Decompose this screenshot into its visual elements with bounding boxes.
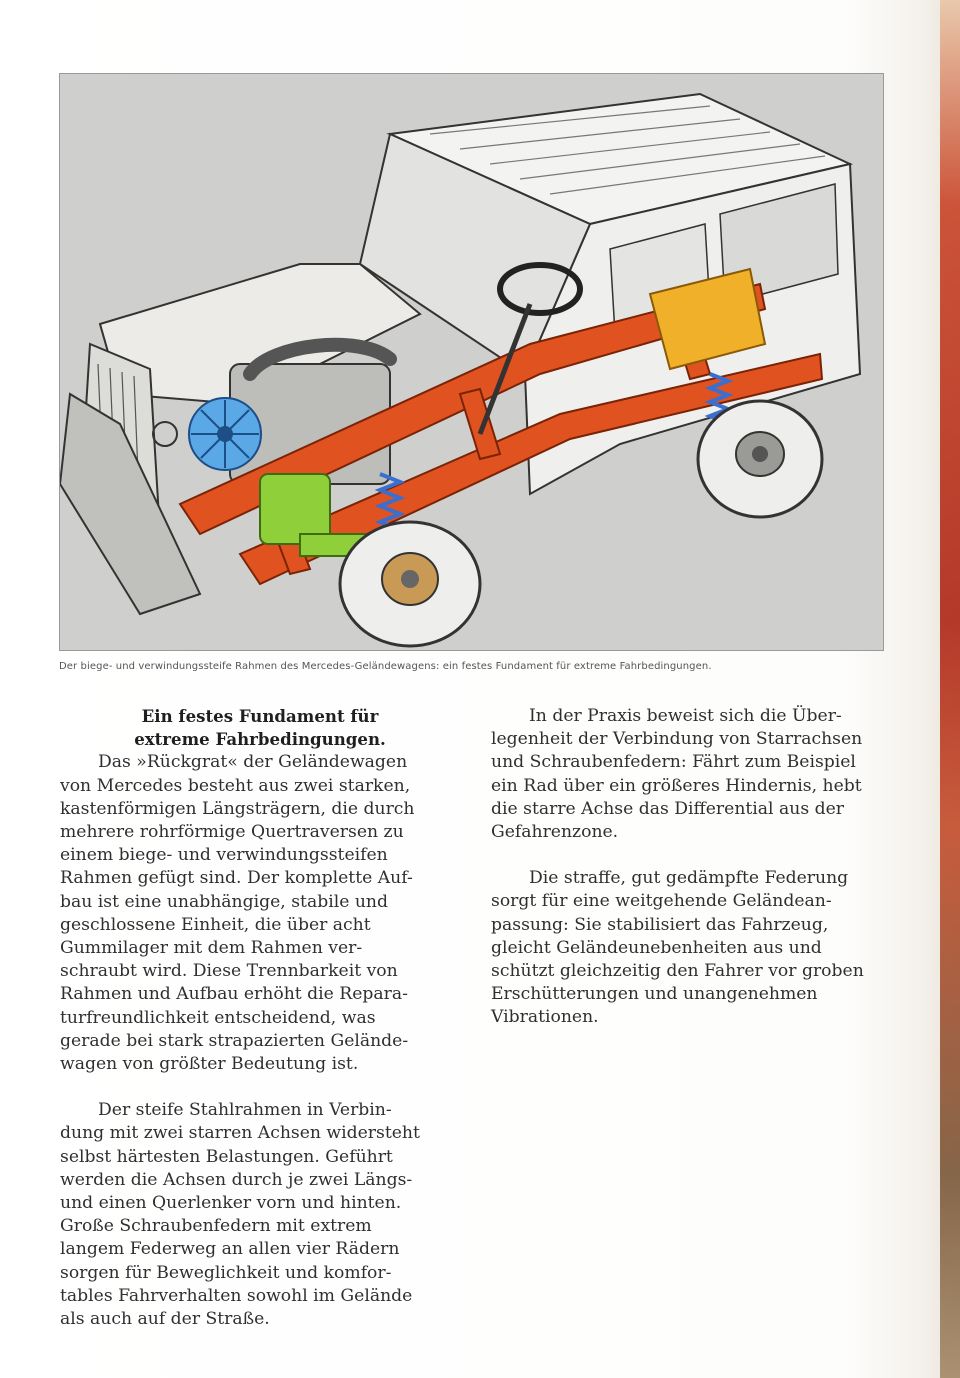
text-line: die starre Achse das Differential aus der [491, 798, 844, 819]
figure-caption: Der biege- und verwindungssteife Rahmen des Mercedes-Geländewagens: ein festes Fundament für extreme Fahrbedingungen. [59, 661, 712, 672]
paragraph-1 [60, 751, 460, 1076]
text-line: ein Rad über ein größeres Hindernis, hebt [491, 775, 862, 796]
chassis-cutaway-illustration [59, 73, 884, 651]
adjacent-page-edge [940, 0, 960, 1378]
text-line: gerade bei stark strapazierten Gelände- [60, 1030, 409, 1051]
text-line: Der steife Stahlrahmen in Verbin- [98, 1100, 392, 1121]
text-line: Rahmen und Aufbau erhöht die Repara- [60, 984, 408, 1005]
text-line: selbst härtesten Belastungen. Geführt [60, 1146, 393, 1167]
heading-line-2: extreme Fahrbedingungen. [134, 729, 386, 750]
paragraph-4 [491, 867, 891, 1029]
text-line: bau ist eine unabhängige, stabile und [60, 891, 388, 912]
text-line: sorgt für eine weitgehende Geländean- [491, 891, 832, 912]
text-line: Erschütterungen und unangenehmen [491, 984, 818, 1005]
text-line: werden die Achsen durch je zwei Längs- [60, 1169, 413, 1190]
text-line: von Mercedes besteht aus zwei starken, [60, 775, 411, 796]
text-line: und einen Querlenker vorn und hinten. [60, 1193, 402, 1214]
paragraph-3 [491, 705, 891, 844]
text-line: tables Fahrverhalten sowohl im Gelände [60, 1285, 413, 1306]
text-line: gleicht Geländeunebenheiten aus und [491, 937, 822, 958]
text-line: Die straffe, gut gedämpfte Federung [529, 868, 849, 889]
text-line: Gummilager mit dem Rahmen ver- [60, 938, 363, 959]
rear-wheel [698, 401, 822, 517]
text-line: sorgen für Beweglichkeit und komfor- [60, 1262, 392, 1283]
text-line: Das »Rückgrat« der Geländewagen [98, 752, 408, 773]
radiator-fan [189, 398, 261, 470]
article-heading [60, 705, 460, 751]
left-column [60, 705, 460, 1331]
right-column [491, 705, 891, 1030]
text-line: mehrere rohrförmige Quertraversen zu [60, 822, 404, 843]
text-line: schraubt wird. Diese Trennbarkeit von [60, 961, 398, 982]
text-line: passung: Sie stabilisiert das Fahrzeug, [491, 914, 829, 935]
text-line: kastenförmigen Längsträgern, die durch [60, 798, 415, 819]
text-line: langem Federweg an allen vier Rädern [60, 1239, 400, 1260]
text-line: Gefahrenzone. [491, 822, 619, 843]
text-line: einem biege- und verwindungssteifen [60, 845, 388, 866]
text-line: Große Schraubenfedern mit extrem [60, 1216, 372, 1237]
text-line: turfreundlichkeit entscheidend, was [60, 1007, 376, 1028]
text-line: dung mit zwei starren Achsen widersteht [60, 1123, 420, 1144]
text-line: Rahmen gefügt sind. Der komplette Auf- [60, 868, 413, 889]
text-line: In der Praxis beweist sich die Über- [529, 706, 842, 726]
text-line: wagen von größter Bedeutung ist. [60, 1054, 359, 1075]
heading-line-1: Ein festes Fundament für [141, 706, 379, 726]
text-line: geschlossene Einheit, die über acht [60, 914, 371, 935]
text-line: als auch auf der Straße. [60, 1309, 270, 1330]
front-wheel [340, 522, 480, 646]
paragraph-2 [60, 1099, 460, 1331]
text-line: Vibrationen. [491, 1007, 599, 1028]
text-line: schützt gleichzeitig den Fahrer vor groben [491, 961, 864, 982]
text-line: und Schraubenfedern: Fährt zum Beispiel [491, 752, 856, 773]
text-line: legenheit der Verbindung von Starrachsen [491, 729, 863, 750]
